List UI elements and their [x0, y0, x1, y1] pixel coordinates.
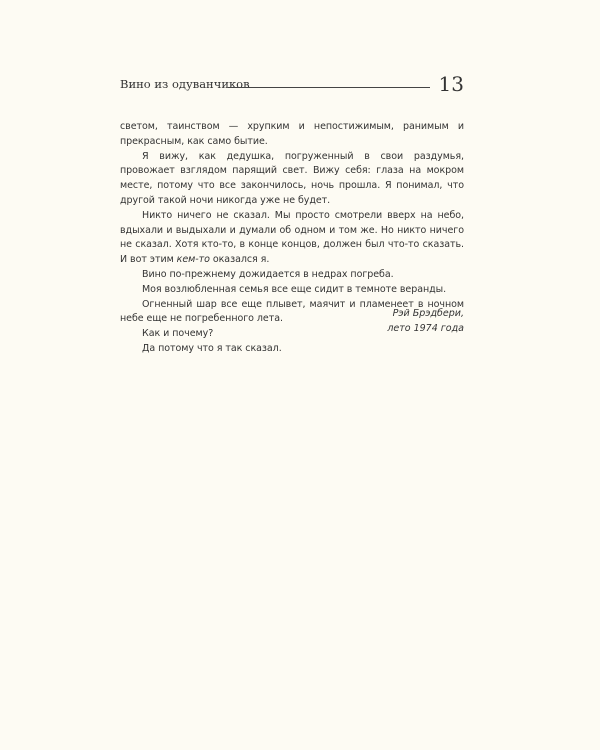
signature-date: лето 1974 года: [387, 323, 464, 334]
running-title: Вино из одуванчиков: [120, 77, 250, 91]
paragraph-text: оказался я.: [209, 254, 270, 266]
signature: [387, 306, 464, 336]
paragraph: Да потому что я так сказал.: [142, 342, 282, 354]
paragraph-text: Никто ничего не сказал. Мы просто смотрели вверх на небо, вдыхали и выдыхали и думали об одном и том же. Но никто ничего не сказал. Хотя кто-то, в конце концов, должен был что-то сказать. И вот этим: [120, 209, 464, 266]
paragraph: [120, 209, 464, 268]
page-number: 13: [438, 72, 464, 96]
signature-author: Рэй Брэдбери,: [392, 308, 464, 319]
page-header: [120, 74, 464, 94]
paragraph: Вино по-прежнему дожидается в недрах погреба.: [142, 268, 394, 280]
paragraph: Огненный шар все еще плывет, маячит и пламенеет в ночном небе еще не погребенного лета.: [120, 298, 464, 325]
header-rule: [228, 87, 430, 88]
paragraph: Моя возлюбленная семья все еще сидит в темноте веранды.: [142, 283, 447, 295]
paragraph: Я вижу, как дедушка, погруженный в свои раздумья, провожает взглядом парящий свет. Вижу себя: глаза на мокром месте, потому что все закончилось, ночь прошла. Я понимал, что другой такой ночи никогда уже не будет.: [120, 150, 464, 206]
paragraph: Как и почему?: [142, 328, 214, 340]
emphasis-text: кем-то: [176, 254, 210, 266]
paragraph: светом, таинством — хрупким и непостижимым, ранимым и прекрасным, как само бытие.: [120, 121, 464, 147]
